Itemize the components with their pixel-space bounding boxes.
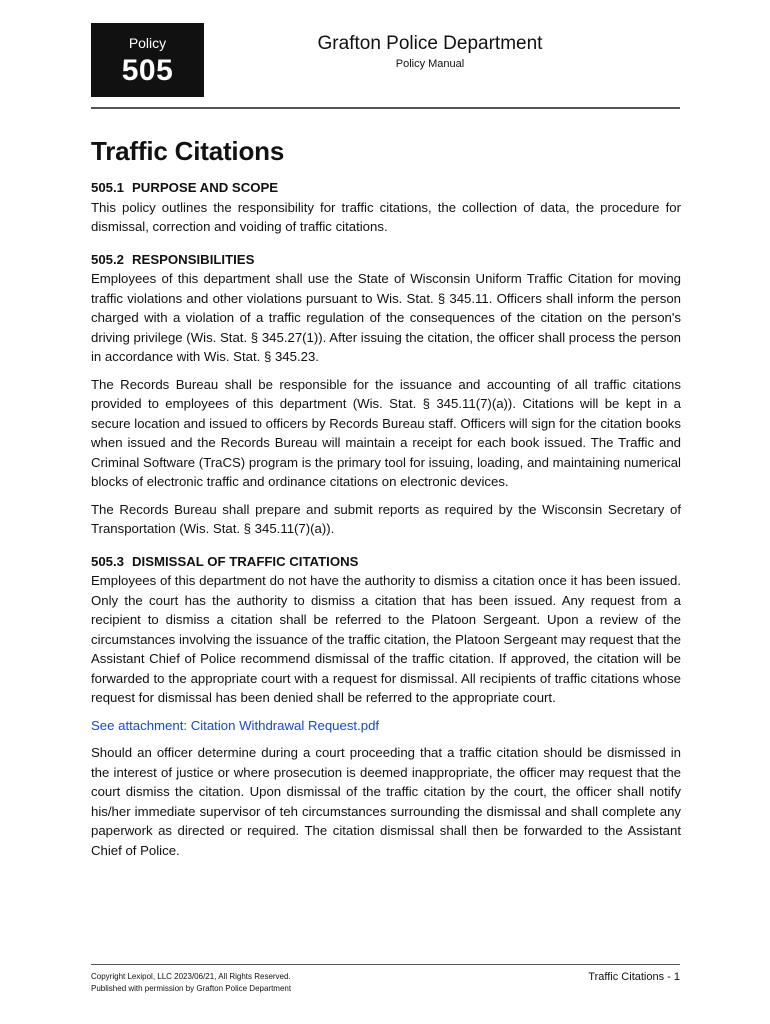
manual-name: Policy Manual bbox=[395, 58, 465, 70]
department-name: Grafton Police Department bbox=[317, 33, 543, 54]
section-number: 505.2 bbox=[91, 251, 125, 267]
footer-divider bbox=[91, 964, 680, 965]
paragraph: Employees of this department do not have the authority to dismiss a citation once it has been issued. Only the court has the authority to dismiss a citation that has been issued. Any request from a recipient to dismiss a citation shall be referred to the Platoon Sergeant. Upon a review of the circumstances involving the issuance of the traffic citation, the Platoon Sergeant may request that the Assistant Chief of Police recommend dismissal of the traffic citation. If approved, the citation will be forwarded to the appropriate court with a request for dismissal. All recipients of traffic citations whose request for dismissal has been denied shall be referred to the appropriate court. bbox=[91, 573, 681, 705]
section-title: DISMISSAL OF TRAFFIC CITATIONS bbox=[132, 553, 359, 569]
paragraph: The Records Bureau shall prepare and submit reports as required by the Wisconsin Secretary of Transportation (Wis. Stat. § 345.11(7)(a)). bbox=[91, 501, 681, 536]
paragraph: This policy outlines the responsibility for traffic citations, the collection of data, the procedure for dismissal, correction and voiding of traffic citations. bbox=[91, 199, 681, 234]
document-body bbox=[91, 136, 681, 860]
section-heading bbox=[91, 250, 681, 270]
section-number: 505.1 bbox=[91, 180, 125, 195]
attachment-link[interactable]: See attachment: Citation Withdrawal Request.pdf bbox=[91, 717, 380, 733]
section-title: PURPOSE AND SCOPE bbox=[132, 180, 279, 195]
page-number: Traffic Citations - 1 bbox=[588, 971, 680, 983]
permission-text: Published with permission by Grafton Police Department bbox=[91, 984, 292, 993]
section-heading bbox=[91, 552, 681, 572]
policy-label: Policy bbox=[128, 35, 167, 51]
footer-copyright-block bbox=[91, 971, 291, 995]
paragraph: The Records Bureau shall be responsible for the issuance and accounting of all traffic citations provided to employees of this department (Wis. Stat. § 345.11(7)(a)). Citations will be kept in a secure location and issued to officers by Records Bureau staff. Officers will sign for the citation books when issued and the Records Bureau will maintain a receipt for each book issued. The Traffic and Criminal Software (TraCS) program is the primary tool for issuing, loading, and maintaining numerical blocks of electronic traffic and ordinance citations on electronic devices. bbox=[91, 376, 681, 489]
section-title: RESPONSIBILITIES bbox=[132, 251, 255, 267]
paragraph: Should an officer determine during a court proceeding that a traffic citation should be dismissed in the interest of justice or where prosecution is deemed inappropriate, the officer may request that the court dismiss the citation. Upon dismissal of the traffic citation by the court, the officer shall notify his/her immediate supervisor of teh circumstances surrounding the dismissal and shall complete any paperwork as directed or required. The citation dismissal shall then be forwarded to the Assistant Chief of Police. bbox=[91, 745, 681, 858]
policy-number: 505 bbox=[121, 54, 174, 87]
section-number: 505.3 bbox=[91, 553, 125, 569]
page-title: Traffic Citations bbox=[91, 136, 285, 166]
header-divider bbox=[91, 107, 680, 109]
section-heading bbox=[91, 178, 681, 198]
copyright-text: Copyright Lexipol, LLC 2023/06/21, All Rights Reserved. bbox=[91, 972, 291, 981]
policy-number-box bbox=[91, 23, 204, 97]
paragraph: Employees of this department shall use the State of Wisconsin Uniform Traffic Citation for moving traffic violations and other violations pursuant to Wis. Stat. § 345.11. Officers shall inform the person charged with a violation of a traffic regulation of the consequences of the citation on the person's driving privilege (Wis. Stat. § 345.27(1)). After issuing the citation, the officer shall process the person in accordance with Wis. Stat. § 345.23. bbox=[91, 271, 681, 364]
